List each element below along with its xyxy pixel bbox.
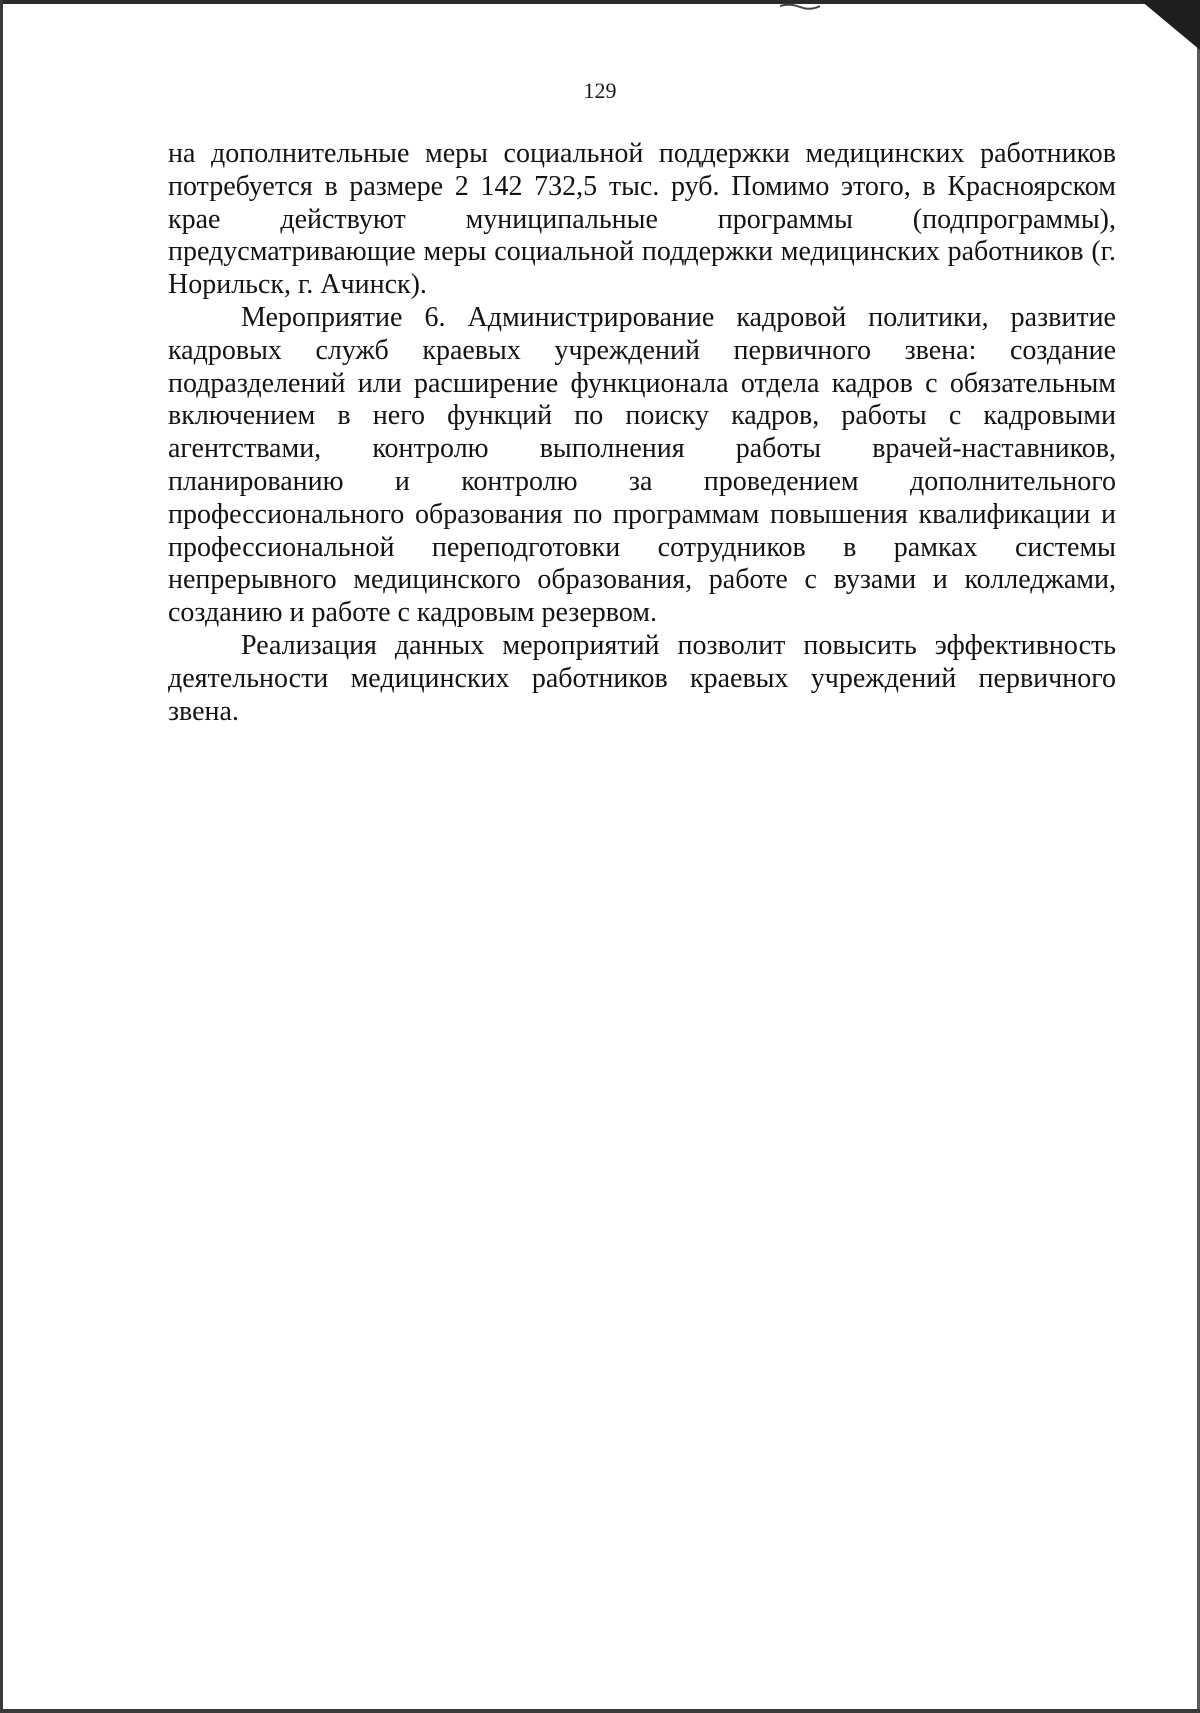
folded-corner-icon xyxy=(1140,0,1200,50)
paragraph-implementation: Реализация данных мероприятий позволит повысить эффективность деятельности медицинских работников краевых учреждений первичного звена. xyxy=(168,629,1116,727)
scan-border-top xyxy=(0,0,1200,4)
paragraph-measure-6: Мероприятие 6. Администрирование кадровой политики, развитие кадровых служб краевых учреждений первичного звена: создание подразделений или расширение функционала отдела кадров с обязательным включением в него функций по поиску кадров, работы с кадровыми агентствами, контролю выполнения работы врачей-наставников, планированию и контролю за проведением дополнительного профессионального образования по программам повышения квалификации и профессиональной переподготовки сотрудников в рамках системы непрерывного медицинского образования, работе с вузами и колледжами, созданию и работе с кадровым резервом. xyxy=(168,301,1116,629)
scan-border-left xyxy=(0,0,3,1713)
scan-border-bottom xyxy=(0,1709,1200,1713)
paragraph-social-support: на дополнительные меры социальной поддержки медицинских работников потребуется в размере 2 142 732,5 тыс. руб. Помимо этого, в Красноярском крае действуют муниципальные программы (подпрограммы), предусматривающие меры социальной поддержки медицинских работников (г. Норильск, г. Ачинск). xyxy=(168,138,1116,301)
scan-smudge-mark xyxy=(780,2,820,12)
document-body xyxy=(168,138,1116,728)
page-number: 129 xyxy=(583,78,617,103)
